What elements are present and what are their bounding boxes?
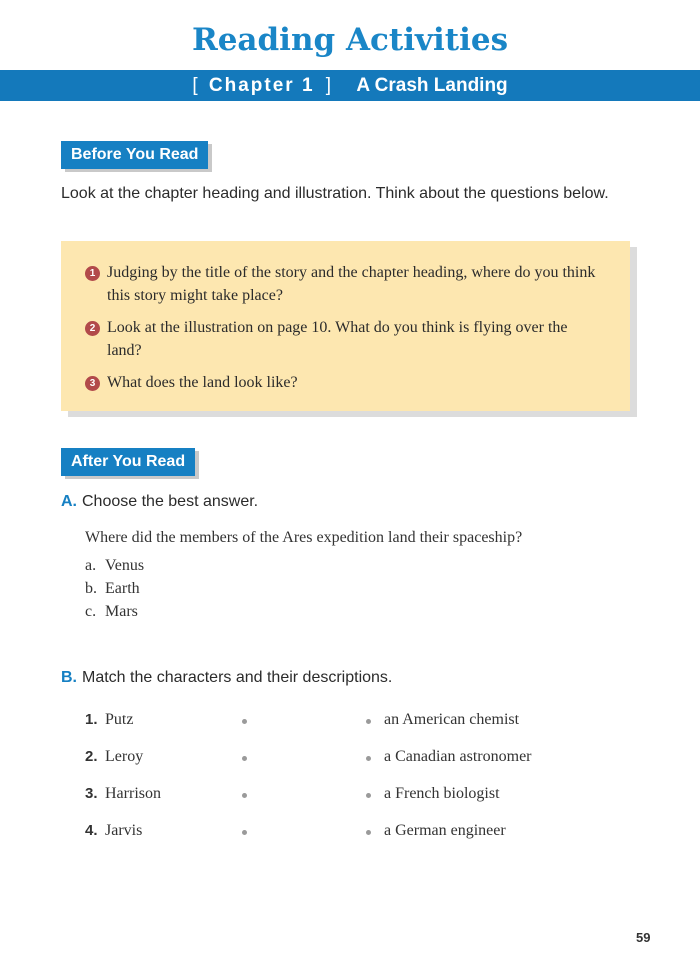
character-name: Jarvis: [105, 822, 143, 839]
match-number: 4.: [85, 822, 98, 839]
character-name: Leroy: [105, 748, 144, 765]
chapter-name: A Crash Landing: [356, 75, 508, 96]
before-you-read-tag: Before You Read: [61, 141, 208, 169]
character-name: Putz: [105, 711, 134, 728]
match-dot-left[interactable]: [242, 830, 247, 835]
answer-option: [85, 603, 138, 621]
match-dot-left[interactable]: [242, 793, 247, 798]
match-number: 3.: [85, 785, 98, 802]
character-description: an American chemist: [384, 711, 520, 728]
option-letter: b.: [85, 580, 97, 597]
part-b-instruction: Match the characters and their descriptions.: [82, 669, 393, 686]
chapter-close-bracket: ]: [325, 75, 332, 96]
questions-box: [61, 241, 630, 411]
option-letter: c.: [85, 603, 97, 620]
character-description: a Canadian astronomer: [384, 748, 532, 765]
question-item: [85, 261, 605, 307]
part-a-instruction: Choose the best answer.: [82, 493, 259, 510]
question-item: [85, 371, 605, 394]
chapter-label: Chapter 1: [208, 75, 315, 96]
character-description: a German engineer: [384, 822, 506, 839]
match-row: [85, 822, 605, 846]
match-dot-left[interactable]: [242, 719, 247, 724]
match-number: 1.: [85, 711, 98, 728]
match-row: [85, 748, 605, 772]
part-b-heading: [61, 669, 392, 687]
option-text: Earth: [105, 580, 140, 597]
match-row: [85, 711, 605, 735]
match-row: [85, 785, 605, 809]
chapter-banner: [0, 70, 700, 101]
match-dot-right[interactable]: [366, 756, 371, 761]
page-title: Reading Activities: [191, 22, 509, 58]
chapter-open-bracket: [: [192, 75, 198, 96]
question-number-badge: 3: [85, 376, 100, 391]
after-you-read-tag: After You Read: [61, 448, 195, 476]
question-number-badge: 1: [85, 266, 100, 281]
option-text: Venus: [105, 557, 145, 574]
page-number: 59: [636, 930, 651, 945]
question-number-badge: 2: [85, 321, 100, 336]
part-b-letter: B.: [61, 669, 77, 686]
part-a-heading: [61, 493, 258, 511]
question-text: What does the land look like?: [107, 374, 298, 391]
match-number: 2.: [85, 748, 98, 765]
part-a-question: Where did the members of the Ares expedition land their spaceship?: [85, 529, 523, 546]
question-text: Judging by the title of the story and the chapter heading, where do you think this story might take place?: [107, 264, 596, 304]
answer-option: [85, 580, 140, 598]
match-dot-right[interactable]: [366, 830, 371, 835]
answer-option: [85, 557, 144, 575]
character-name: Harrison: [105, 785, 161, 802]
question-item: [85, 316, 605, 362]
option-text: Mars: [105, 603, 138, 620]
character-description: a French biologist: [384, 785, 500, 802]
part-a-letter: A.: [61, 493, 77, 510]
option-letter: a.: [85, 557, 97, 574]
question-text: Look at the illustration on page 10. What do you think is flying over the land?: [107, 319, 568, 359]
match-dot-left[interactable]: [242, 756, 247, 761]
match-dot-right[interactable]: [366, 719, 371, 724]
match-dot-right[interactable]: [366, 793, 371, 798]
before-intro-text: Look at the chapter heading and illustration. Think about the questions below.: [61, 185, 609, 202]
